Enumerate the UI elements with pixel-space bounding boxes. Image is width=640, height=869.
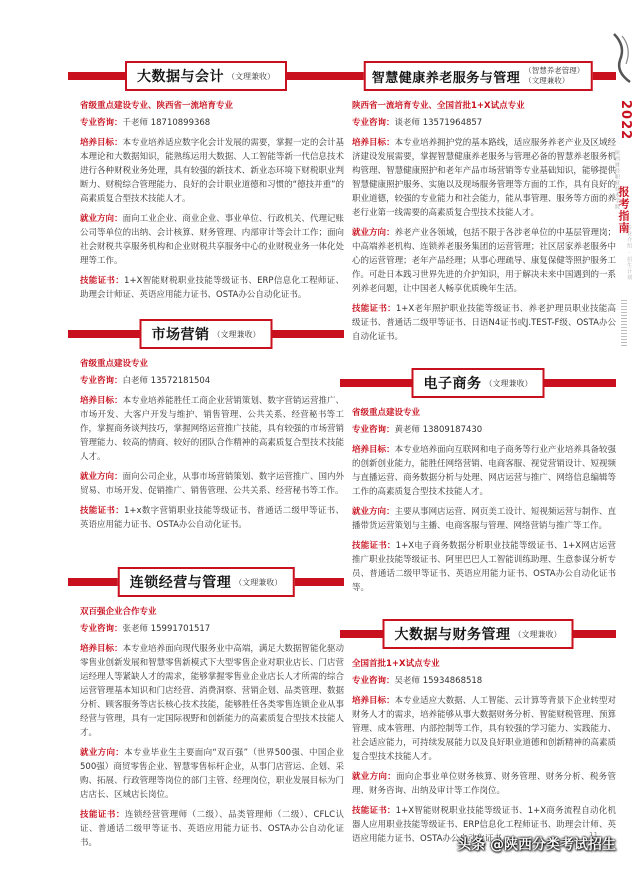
section-header (68, 61, 344, 91)
major-tag: 省级重点建设专业、陕西省一流培育专业 (80, 101, 234, 111)
contact-row: 专业咨询：谈老师 13571964857 (352, 118, 483, 128)
section-title: 市场营销 (151, 327, 210, 343)
section-title: 大数据与会计 (137, 69, 224, 85)
contact-row: 专业咨询：白老师 13572181504 (80, 376, 211, 386)
header-box (364, 61, 593, 91)
section-chain-operation (68, 567, 344, 856)
goal-row: 培养目标：本专业培养适应数字化会计发展的需要，掌握一定的会计基本理论和大数据知识，能熟练运用大数据、人工智能等新一代信息技术进行各种财税业务处理，具有较强的新技术、新业态环境下财税职业判断力、财税综合管理能力、良好的会计职业道德和习惯的“德技并重”的高素质复合型技术技能人才。 (80, 138, 344, 204)
sidebar-year: 2022 (618, 100, 633, 141)
job-row: 就业方向：主要从事网店运营、网页美工设计、短视频运营与制作、直播带货运营策划与主播、电商客服与管理、网络营销与推广等工作。 (352, 507, 616, 531)
page-number: 11 (589, 831, 598, 839)
cert-row: 技能证书：1+X老年照护职业技能等级证书、养老护理员职业技能高级证书、普通话二级甲等证书、日语N4证书或J.TEST-F级、OSTA办公自动化证书。 (352, 304, 616, 342)
sidebar-desc: 专业介绍 · 招生计划 (626, 225, 632, 281)
major-tag: 省级重点建设专业 (80, 359, 149, 369)
section-subtitle: （智慧养老管理） （文理兼收） (524, 66, 585, 85)
section-header (340, 61, 616, 91)
section-header (68, 567, 344, 597)
cert-row: 技能证书：1+X智能财税职业技能等级证书、1+X商务流程自动化机器人应用职业技能等级证书、ERP信息化工程师证书、助理会计师、英语应用能力证书、OSTA办公自动化证书。 (352, 806, 616, 844)
section-e-commerce (340, 368, 616, 601)
contact-row: 专业咨询：千老师 18710899368 (80, 118, 211, 128)
cert-row: 技能证书：1+X智能财税职业技能等级证书、ERP信息化工程师证、助理会计师证、英语应用能力证书、OSTA办公自动化证书。 (80, 276, 344, 300)
major-tag: 全国首批1+X试点专业 (352, 659, 440, 669)
section-title: 连锁经营与管理 (129, 575, 232, 591)
header-box (140, 319, 273, 349)
contact-row: 专业咨询：张老师 15991701517 (80, 624, 211, 634)
sidebar-divider (621, 300, 627, 348)
header-box (118, 567, 295, 597)
job-row: 就业方向：面向工业企业、商业企业、事业单位、行政机关、代理记账公司等单位的出纳、会计核算、财务管理、内部审计等会计工作；面向社会财税共享服务机构和企业财税共享服务中心的业财税业务一体化处理等工作。 (80, 214, 344, 266)
job-row: 就业方向：面向公司企业，从事市场营销策划、数字运营推广、国内外贸易、市场开发、促销推广、销售管理、公共关系、经营秘书等工作。 (80, 472, 344, 496)
major-tag: 省级重点建设专业 (352, 408, 421, 418)
section-title: 智慧健康养老服务与管理 (371, 70, 521, 86)
section-smart-elderly-care (340, 61, 616, 350)
sidebar-school: 陕西财经职业技术学院 (614, 150, 620, 210)
job-row: 就业方向：本专业毕业生主要面向“双百强”（世界500强、中国企业500强）商贸零售企业、智慧零售标杆企业，从事门店营运、企划、采购、拓展、行政管理等岗位的部门主管、经理岗位，职业发展目标为门店店长、区域店长岗位。 (80, 748, 344, 800)
section-subtitle: （文理兼收） (513, 629, 562, 639)
section-big-data-finance (340, 619, 616, 852)
cert-row: 技能证书：连锁经营管理师（二级）、品类管理师（二级）、CFLC认证、普通话二级甲等证书、英语应用能力证书、OSTA办公自动化证书。 (80, 810, 344, 848)
section-marketing (68, 319, 344, 538)
cert-row: 技能证书：1+x数字营销职业技能等级证书、普通话二级甲等证书、英语应用能力证书、OSTA办公自动化证书。 (80, 506, 344, 530)
header-box (412, 368, 545, 398)
sidebar (606, 0, 640, 869)
section-header (340, 368, 616, 398)
major-tag: 陕西省一流培育专业、全国首批1+X试点专业 (352, 101, 525, 111)
goal-row: 培养目标：本专业适应大数据、人工智能、云计算等背景下企业转型对财务人才的需求，培养能够从事大数据财务分析、智能财税管理、预算管理、成本管理、内部控制等工作，具有较强的学习能力、实践能力、社会适应能力，可持续发展能力以及良好职业道德和创新精神的高素质复合型技术技能人才。 (352, 696, 616, 762)
section-subtitle: （文理兼收） (227, 71, 275, 81)
section-title: 大数据与财务管理 (394, 627, 511, 643)
cert-row: 技能证书：1+X电子商务数据分析职业技能等级证书、1+X网店运营推广职业技能等级证书、阿里巴巴人工智能训练助理、生意参谋分析专员、普通话二级甲等证书、英语应用能力证书、OSTA办公自动化证书等。 (352, 541, 616, 593)
job-row: 就业方向：面向企事业单位财务核算、财务管理、财务分析、税务管理、财务咨询、出纳及审计等工作岗位。 (352, 772, 616, 796)
major-tag: 双百强企业合作专业 (80, 607, 157, 617)
goal-row: 培养目标：本专业培养面向互联网和电子商务等行业产业培养具备较强的创新创业能力，能胜任网络营销、电商客服、视觉营销设计、短视频与直播运营、商务数据分析与处理、网店运营与推广、网络信息编辑等工作的高素质复合型技术技能人才。 (352, 445, 616, 497)
section-header (68, 319, 344, 349)
sidebar-guide: 报考指南 (617, 186, 630, 234)
job-row: 就业方向：养老产业各领域，包括不限于各涉老单位的中基层管理岗；中高端养老机构、连锁养老服务集团的运营管理；社区居家养老服务中心的运营管理；老年产品经理；从事心理疏导、康复保健等照护服务工作。可赴日本践习世界先进的介护知识，用于解决未来中国遇到的一系列养老问题，让中国老人畅享优质晚年生活。 (352, 228, 616, 294)
watermark: 头条 @陕西分类考试招生 (457, 837, 616, 853)
brush-logo-icon (608, 30, 638, 85)
section-subtitle: （文理兼收） (234, 577, 283, 587)
header-box (383, 619, 574, 649)
section-big-data-accounting (68, 61, 344, 308)
goal-row: 培养目标：本专业培养能胜任工商企业营销策划、数字营销运营推广、市场开发、大客户开发与维护、销售管理、公共关系、经营秘书等工作，掌握商务谈判技巧，掌握网络运营推广技能，具有较强的市场营销管理能力、较高的情商、较好的团队合作精神的高素质复合型技术技能人才。 (80, 396, 344, 462)
section-title: 电子商务 (423, 376, 482, 392)
goal-row: 培养目标：本专业培养面向现代服务业中高端，满足大数据智能化驱动零售业创新发展和智慧零售新模式下大型零售企业对职业店长、门店营运经理人等紧缺人才的需求，能够掌握零售业企业店长人才所需的综合运营管理基本知识和门店经营、消费洞察、营销企划、品类管理、数据分析、顾客服务等店长核心技术技能，能够胜任各类零售连锁企业从事经营与管理，具有一定国际视野和创新能力的高素质复合型技术技能人才。 (80, 644, 344, 738)
section-subtitle: （文理兼收） (212, 329, 261, 339)
section-subtitle: （文理兼收） (484, 378, 533, 388)
goal-row: 培养目标：本专业培养拥护党的基本路线，适应服务养老产业及区域经济建设发展需要，掌握智慧健康养老服务与管理必备的智慧养老服务机构管理、智慧健康照护和老年产品市场营销等专业基础知识，能够提供智慧健康照护服务、实施以及现场服务管理等方面的工作，具有良好的职业道德，较强的专业能力和社会能力，能从事管理、服务等方面的养老行业第一线需要的高素质复合型技术技能人才。 (352, 138, 616, 218)
contact-row: 专业咨询：吴老师 15934868518 (352, 676, 483, 686)
contact-row: 专业咨询：黄老师 13809187430 (352, 425, 483, 435)
header-box (125, 61, 287, 91)
section-header (340, 619, 616, 649)
